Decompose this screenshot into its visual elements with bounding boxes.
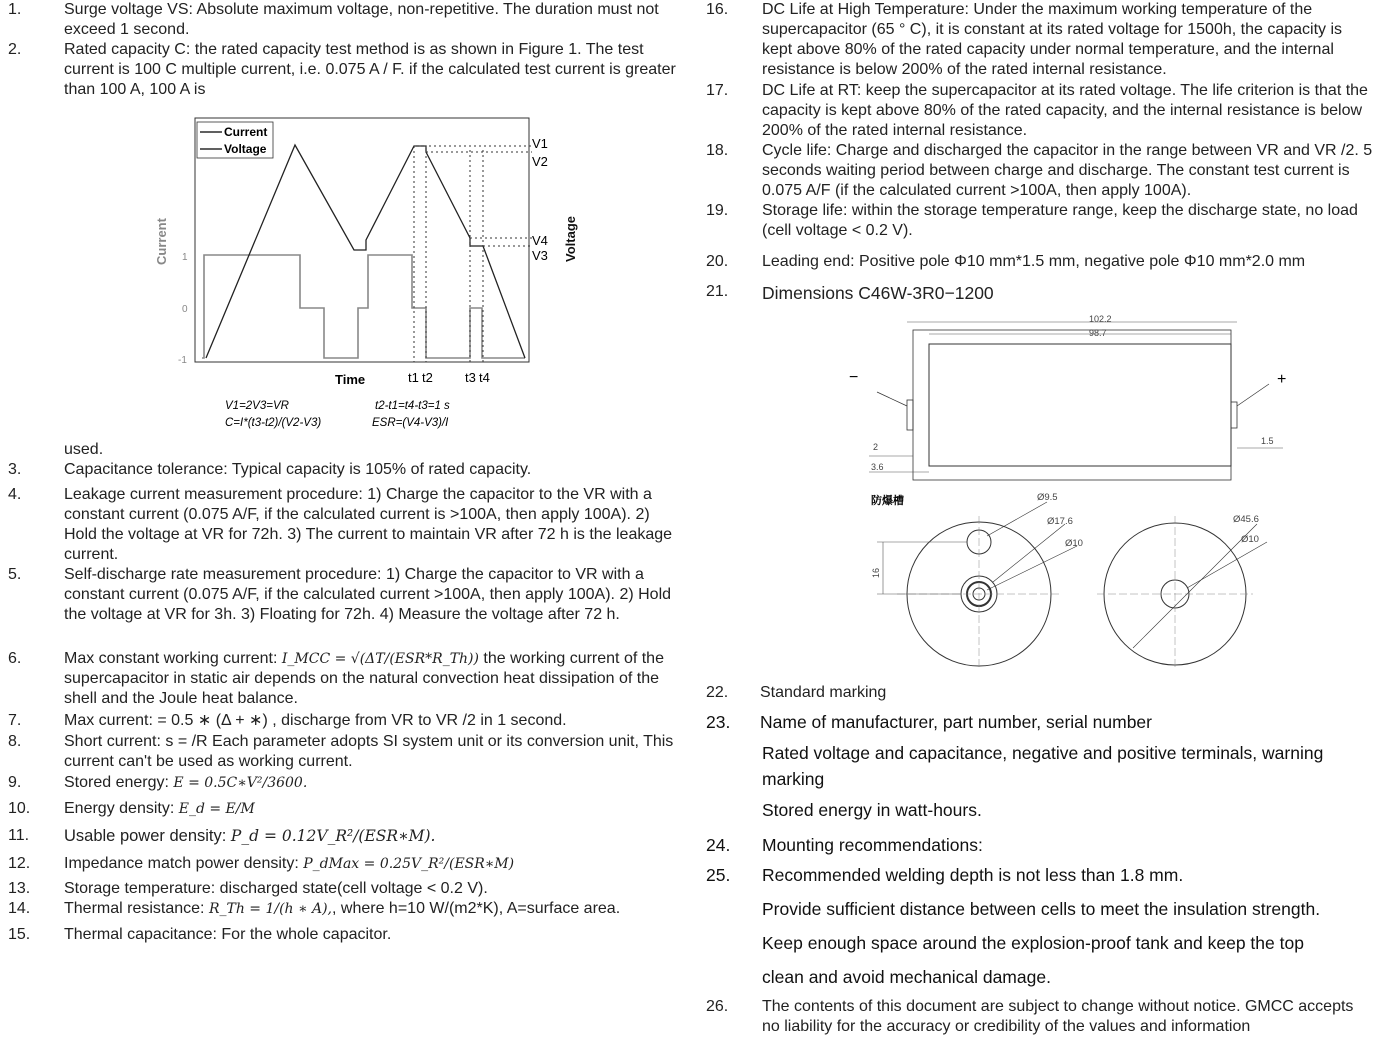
item-number: 24. (706, 835, 731, 855)
time-t4: t4 (479, 370, 490, 385)
item-text: Stored energy in watt-hours. (762, 800, 982, 820)
dim-3-6: 3.6 (871, 462, 884, 472)
item-number: 1. (8, 1, 22, 18)
dim-d10-left: Ø10 (1065, 538, 1083, 549)
item-text: used. (64, 441, 104, 458)
item-number: 12. (8, 855, 31, 872)
section-title: Dimensions C46W-3R0−1200 (762, 283, 994, 303)
equation: t2-t1=t4-t3=1 s (375, 400, 450, 412)
item-text: Standard marking (760, 684, 887, 701)
marker-v2: V2 (532, 154, 548, 169)
equation: ESR=(V4-V3)/I (372, 417, 449, 429)
x-axis-label: Time (335, 372, 366, 387)
item-number: 4. (8, 486, 22, 503)
item-text: Max constant working current: I_MCC = √(ΔT/(ESR*R_Th)) the working current of the supercapacitor in static air depends on the natural convection heat dissipation of the shell and the Joule heat balance. (64, 650, 664, 707)
negative-terminal: − (849, 369, 859, 386)
item-text: Storage life: within the storage temperature range, keep the discharge state, no load (cell voltage < 0.2 V). (762, 202, 1358, 239)
formula: E_d = E/M (178, 801, 255, 817)
item-number: 6. (8, 650, 22, 667)
dim-d9-5: Ø9.5 (1037, 492, 1058, 503)
item-text: Usable power density: P_d = 0.12V_R²/(ESR∗M). (64, 827, 436, 845)
figure-1-chart (140, 110, 580, 440)
formula: P_dMax = 0.25V_R²/(ESR∗M) (303, 856, 515, 872)
tick-label: 1 (182, 252, 188, 263)
time-t3: t3 (465, 370, 476, 385)
item-number: 20. (706, 253, 729, 270)
y-axis-label-current: Current (154, 218, 169, 265)
item-text: Surge voltage VS: Absolute maximum voltage, non-repetitive. The duration must not exceed 1 second. (64, 1, 659, 38)
item-text: Impedance match power density: P_dMax = 0.25V_R²/(ESR∗M) (64, 855, 515, 872)
formula: R_Th = 1/(h ∗ A), (208, 901, 333, 917)
dim-1-5: 1.5 (1261, 436, 1274, 446)
marker-v4: V4 (532, 233, 548, 248)
item-text: Thermal resistance: R_Th = 1/(h ∗ A),, where h=10 W/(m2*K), A=surface area. (64, 900, 621, 917)
time-t2: t2 (422, 370, 433, 385)
item-text: Stored energy: E = 0.5C∗V²/3600. (64, 774, 308, 791)
item-number: 3. (8, 461, 22, 478)
item-text: Name of manufacturer, part number, serial number (760, 712, 1152, 732)
formula: P_d = 0.12V_R²/(ESR∗M). (230, 827, 436, 845)
item-number: 26. (706, 998, 729, 1015)
marker-v1: V1 (532, 136, 548, 151)
item-text: Leading end: Positive pole Φ10 mm*1.5 mm, negative pole Φ10 mm*2.0 mm (762, 253, 1306, 270)
item-number: 21. (706, 283, 729, 300)
equation: V1=2V3=VR (225, 400, 289, 412)
item-number: 9. (8, 774, 22, 791)
item-text: Capacitance tolerance: Typical capacity is 105% of rated capacity. (64, 461, 532, 478)
item-number: 18. (706, 142, 729, 159)
item-text: DC Life at High Temperature: Under the maximum working temperature of the supercapacitor (65 ° C), it is constant at its rated voltage for 1500h, the capacity is kept above 80% of the rated capacity under normal temperature, and the internal resistance is below 200% of the rated internal resistance. (762, 1, 1343, 78)
dim-16: 16 (871, 567, 881, 578)
current-line (202, 255, 525, 358)
formula: I_MCC = √(ΔT/(ESR*R_Th)) (281, 651, 479, 667)
explosion-proof-label: 防爆槽 (871, 495, 904, 507)
item-text: Recommended welding depth is not less than 1.8 mm. (762, 865, 1184, 885)
item-number: 11. (8, 827, 30, 844)
item-text: Energy density: E_d = E/M (64, 800, 255, 817)
voltage-line (206, 145, 525, 358)
item-number: 8. (8, 733, 22, 750)
item-text: DC Life at RT: keep the supercapacitor at its rated voltage. The life criterion is that the capacity is kept above 80% of the rated capacity, and the internal resistance is below 200% of the rated internal resistance. (762, 82, 1368, 139)
item-number: 22. (706, 684, 729, 701)
dim-total-length: 102.2 (1089, 314, 1112, 324)
item-text: Provide sufficient distance between cells to meet the insulation strength. (762, 899, 1321, 919)
dim-d17-6: Ø17.6 (1047, 516, 1073, 527)
item-text: Mounting recommendations: (762, 835, 983, 855)
item-number: 10. (8, 800, 31, 817)
time-t1: t1 (408, 370, 419, 385)
item-text: Cycle life: Charge and discharged the capacitor in the range between VR and VR /2. 5 seconds waiting period between charge and discharge. The constant test current is 0.075 A/F (if the calculated current >100A, then apply 100A). (762, 142, 1373, 199)
dim-body-length: 98.7 (1089, 328, 1107, 338)
item-text: Short current: s = /R Each parameter adopts SI system unit or its conversion unit, This current can't be used as working current. (64, 733, 674, 770)
item-text: Self-discharge rate measurement procedure: 1) Charge the capacitor to VR with a constant current (0.075 A/F, if the calculated current >100A, then apply 100A). 2) Hold the voltage at VR for 3h. 3) Floating for 72h. 4) Measure the voltage after 72 h. (64, 566, 672, 623)
tick-label: 0 (182, 304, 188, 315)
item-number: 19. (706, 202, 729, 219)
item-number: 17. (706, 82, 729, 99)
item-number: 5. (8, 566, 22, 583)
dimension-drawing (837, 310, 1301, 670)
item-text: Rated voltage and capacitance, negative and positive terminals, warning marking (762, 743, 1324, 789)
dim-d45-6: Ø45.6 (1233, 514, 1259, 525)
marker-v3: V3 (532, 248, 548, 263)
tick-label: -1 (178, 355, 187, 366)
item-text: Max current: = 0.5 ∗ (Δ + ∗) , discharge from VR to VR /2 in 1 second. (64, 712, 567, 729)
formula: E = 0.5C∗V²/3600. (173, 775, 308, 791)
item-text: clean and avoid mechanical damage. (762, 967, 1051, 987)
positive-terminal: + (1277, 371, 1287, 388)
legend-current: Current (224, 125, 268, 139)
item-number: 25. (706, 865, 731, 885)
item-text: Thermal capacitance: For the whole capacitor. (64, 926, 392, 943)
item-number: 16. (706, 1, 729, 18)
dim-d10-right: Ø10 (1241, 534, 1259, 545)
item-number: 2. (8, 41, 22, 58)
item-text: Storage temperature: discharged state(cell voltage < 0.2 V). (64, 880, 488, 897)
y-axis-label-voltage: Voltage (563, 216, 578, 262)
item-text: Keep enough space around the explosion-proof tank and keep the top (762, 933, 1304, 953)
item-number: 13. (8, 880, 31, 897)
item-number: 15. (8, 926, 31, 943)
item-text: The contents of this document are subject to change without notice. GMCC accepts no liability for the accuracy or credibility of the values and information (762, 998, 1354, 1035)
item-number: 7. (8, 712, 22, 729)
item-number: 14. (8, 900, 31, 917)
item-text: Rated capacity C: the rated capacity test method is as shown in Figure 1. The test current is 100 C multiple current, i.e. 0.075 A / F. if the calculated test current is greater than 100 A, 100 A is (64, 41, 676, 98)
equation: C=I*(t3-t2)/(V2-V3) (225, 417, 322, 429)
item-text: Leakage current measurement procedure: 1) Charge the capacitor to the VR with a constant current (0.075 A/F, if the calculated current is >100A, then apply 100A). 2) Hold the voltage at VR for 72h. 3) The current to maintain VR after 72 h is the leakage current. (64, 486, 673, 563)
dim-2: 2 (873, 442, 879, 452)
item-number: 23. (706, 712, 731, 732)
legend-voltage: Voltage (224, 142, 267, 156)
